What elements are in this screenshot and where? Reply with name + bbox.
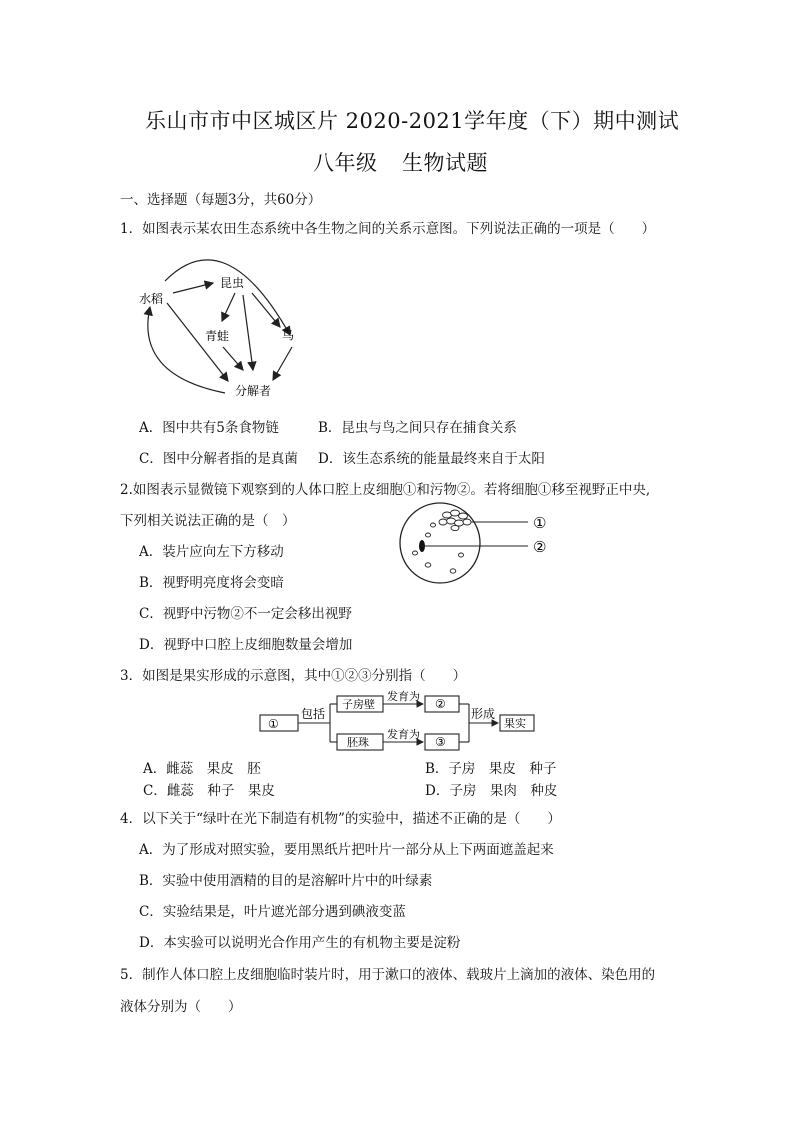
q2-option-a: A．装片应向左下方移动 bbox=[139, 544, 284, 560]
box-3-label: ③ bbox=[435, 735, 446, 749]
q2-stem-line2: 下列相关说法正确的是（ ） bbox=[120, 513, 296, 529]
q2-option-d: D．视野中口腔上皮细胞数量会增加 bbox=[139, 637, 353, 653]
node-frog: 青蛙 bbox=[205, 329, 230, 343]
page-title: 乐山市市中区城区片 2020-2021学年度（下）期中测试 bbox=[145, 109, 680, 133]
node-decomposer: 分解者 bbox=[235, 384, 272, 398]
q1-option-a: A．图中共有5条食物链 bbox=[139, 420, 279, 436]
q1-option-c: C．图中分解者指的是真菌 bbox=[139, 451, 298, 467]
label-debris: ② bbox=[533, 538, 547, 556]
box-2-label: ② bbox=[435, 697, 446, 711]
grade-label: 八年级 bbox=[313, 151, 378, 175]
field-of-view bbox=[400, 503, 480, 583]
node-insect: 昆虫 bbox=[220, 276, 245, 290]
q3-stem: 3．如图是果实形成的示意图，其中①②③分别指（ ） bbox=[120, 668, 467, 684]
q4-option-d: D．本实验可以说明光合作用产生的有机物主要是淀粉 bbox=[139, 935, 461, 951]
q1-stem: 1．如图表示某农田生态系统中各生物之间的关系示意图。下列说法正确的一项是（ ） bbox=[120, 221, 656, 237]
ovary-wall-label: 子房壁 bbox=[342, 698, 375, 711]
q1-option-d: D．该生态系统的能量最终来自于太阳 bbox=[318, 451, 545, 467]
q1-option-b: B．昆虫与鸟之间只存在捕食关系 bbox=[318, 420, 517, 436]
q4-option-c: C．实验结果是，叶片遮光部分遇到碘液变蓝 bbox=[139, 904, 406, 920]
arrow-frog-decomposer bbox=[223, 347, 243, 370]
q1-food-web-diagram bbox=[125, 245, 325, 410]
q2-option-b: B．视野明亮度将会变暗 bbox=[139, 575, 284, 591]
develop-label-1: 发育为 bbox=[387, 690, 420, 703]
q3-fruit-formation-diagram bbox=[255, 688, 545, 754]
subject-label: 生物试题 bbox=[402, 151, 488, 175]
q3-option-d: D．子房 果肉 种皮 bbox=[425, 783, 558, 799]
node-bird: 鸟 bbox=[282, 328, 295, 342]
develop-label-2: 发育为 bbox=[387, 728, 420, 741]
q3-option-a: A．雌蕊 果皮 胚 bbox=[143, 761, 261, 777]
q5-stem-line2: 液体分别为（ ） bbox=[120, 999, 242, 1015]
q3-option-b: B．子房 果皮 种子 bbox=[425, 761, 557, 777]
arrow-decomposer-rice-arc bbox=[148, 307, 225, 393]
arrow-insect-decomposer bbox=[243, 295, 253, 370]
q2-microscope-field-diagram bbox=[395, 497, 565, 592]
ovule-label: 胚珠 bbox=[347, 736, 369, 749]
label-cell: ① bbox=[533, 514, 547, 532]
q3-option-c: C．雌蕊 种子 果皮 bbox=[143, 783, 275, 799]
arrow-bird-decomposer bbox=[273, 347, 292, 380]
node-rice: 水稻 bbox=[139, 292, 164, 306]
arrow-insect-frog bbox=[222, 293, 235, 321]
box-1 bbox=[260, 715, 298, 731]
q5-stem-line1: 5．制作人体口腔上皮细胞临时装片时，用于漱口的液体、载玻片上滴加的液体、染色用的 bbox=[120, 967, 656, 983]
include-label: 包括 bbox=[301, 707, 326, 721]
q2-option-c: C．视野中污物②不一定会移出视野 bbox=[139, 606, 352, 622]
fruit-label: 果实 bbox=[504, 717, 526, 730]
q4-option-a: A．为了形成对照实验，要用黑纸片把叶片一部分从上下两面遮盖起来 bbox=[139, 842, 554, 858]
arrow-rice-insect bbox=[173, 283, 213, 293]
box-1-label: ① bbox=[268, 717, 279, 731]
q4-stem: 4．以下关于“绿叶在光下制造有机物”的实验中，描述不正确的是（ ） bbox=[120, 811, 561, 827]
section-heading: 一、选择题（每题3分，共60分） bbox=[120, 192, 322, 208]
q4-option-b: B．实验中使用酒精的目的是溶解叶片中的叶绿素 bbox=[139, 873, 433, 889]
form-label: 形成 bbox=[471, 707, 496, 721]
q2-stem-line1: 2.如图表示显微镜下观察到的人体口腔上皮细胞①和污物②。若将细胞①移至视野正中央, bbox=[120, 482, 651, 498]
